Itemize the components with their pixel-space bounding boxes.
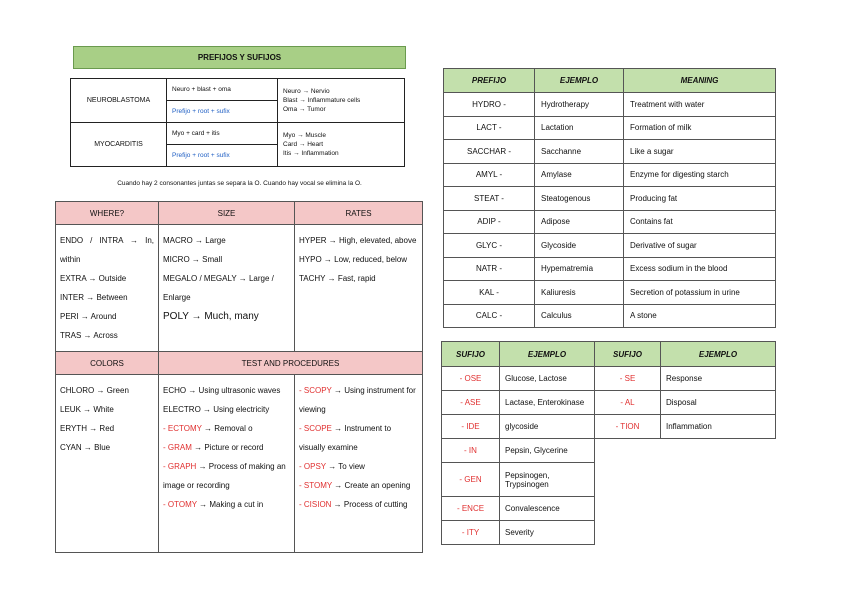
examples-table bbox=[70, 78, 405, 167]
procedure-item bbox=[299, 457, 418, 476]
procedure-term: - GRAM bbox=[163, 443, 192, 452]
suffix-cell: - GEN bbox=[442, 463, 500, 497]
example-cell: Sacchanne bbox=[535, 140, 624, 164]
prefix-cell: CALC - bbox=[444, 304, 535, 328]
rates-item: HYPER → High, elevated, above bbox=[299, 236, 417, 245]
header-where: WHERE? bbox=[56, 202, 159, 225]
example-formula: Neuro + blast + oma bbox=[167, 79, 278, 101]
table-row bbox=[444, 257, 776, 281]
example-cell: Lactase, Enterokinase bbox=[500, 391, 595, 415]
procedure-meaning: → Create an opening bbox=[332, 481, 411, 490]
meaning-cell: Contains fat bbox=[624, 210, 776, 234]
page-title: PREFIJOS Y SUFIJOS bbox=[73, 46, 406, 69]
procedure-meaning: → Removal o bbox=[201, 424, 253, 433]
rates-item: HYPO → Low, reduced, below bbox=[299, 255, 408, 264]
suffix-cell: - TION bbox=[595, 415, 661, 439]
example-cell: Lactation bbox=[535, 116, 624, 140]
meaning-line: Oma → Tumor bbox=[283, 106, 326, 113]
procedure-meaning: → Process of cutting bbox=[331, 500, 408, 509]
meaning-line: Itis → Inflammation bbox=[283, 150, 339, 157]
table-row bbox=[444, 140, 776, 164]
where-item: PERI → Around bbox=[60, 312, 117, 321]
table-row bbox=[444, 93, 776, 117]
table-row bbox=[444, 163, 776, 187]
header-colors: COLORS bbox=[56, 352, 159, 375]
meaning-cell: Like a sugar bbox=[624, 140, 776, 164]
example-meanings bbox=[278, 79, 405, 123]
table-row bbox=[442, 391, 776, 415]
procedure-term: - OPSY bbox=[299, 462, 326, 471]
table-row bbox=[444, 281, 776, 305]
suffix-table bbox=[441, 341, 776, 545]
procedure-item bbox=[299, 419, 418, 457]
empty-cell bbox=[595, 521, 776, 545]
table-row bbox=[442, 463, 776, 497]
size-cell bbox=[159, 225, 295, 352]
size-item: POLY → Much, many bbox=[163, 311, 259, 322]
suffix-cell: - ITY bbox=[442, 521, 500, 545]
example-cell: Glucose, Lactose bbox=[500, 367, 595, 391]
meaning-line: Blast → Inflammature cells bbox=[283, 97, 361, 104]
prefix-cell: HYDRO - bbox=[444, 93, 535, 117]
empty-cell bbox=[595, 439, 776, 463]
example-term: NEUROBLASTOMA bbox=[71, 79, 167, 123]
example-cell: Calculus bbox=[535, 304, 624, 328]
procedure-meaning: → Process of making an image or recording bbox=[163, 462, 286, 490]
meaning-cell: A stone bbox=[624, 304, 776, 328]
procedure-item bbox=[299, 476, 418, 495]
where-item: INTER → Between bbox=[60, 293, 128, 302]
prefix-cell: AMYL - bbox=[444, 163, 535, 187]
procedure-term: - SCOPE bbox=[299, 424, 332, 433]
example-header: EJEMPLO bbox=[500, 342, 595, 367]
tests-cell-1 bbox=[159, 375, 295, 553]
suffix-cell: - ASE bbox=[442, 391, 500, 415]
empty-cell bbox=[595, 463, 776, 497]
procedure-meaning: ELECTRO → Using electricity bbox=[163, 405, 270, 414]
color-item: CYAN → Blue bbox=[60, 443, 111, 452]
table-row bbox=[442, 521, 776, 545]
example-cell: Amylase bbox=[535, 163, 624, 187]
procedure-term: - GRAPH bbox=[163, 462, 197, 471]
size-item: MEGALO / MEGALY → Large / Enlarge bbox=[163, 274, 274, 302]
table-row bbox=[444, 304, 776, 328]
prefix-cell: LACT - bbox=[444, 116, 535, 140]
suffix-header: SUFIJO bbox=[442, 342, 500, 367]
suffix-cell: - ENCE bbox=[442, 497, 500, 521]
table-row bbox=[444, 187, 776, 211]
example-pattern: Prefijo + root + sufix bbox=[167, 145, 278, 167]
procedure-item bbox=[163, 419, 290, 438]
example-cell: Steatogenous bbox=[535, 187, 624, 211]
example-cell: Pepsin, Glycerine bbox=[500, 439, 595, 463]
rates-item: TACHY → Fast, rapid bbox=[299, 274, 376, 283]
table-row bbox=[442, 497, 776, 521]
example-cell: glycoside bbox=[500, 415, 595, 439]
table-row bbox=[444, 116, 776, 140]
table-row bbox=[442, 415, 776, 439]
suffix-cell: - SE bbox=[595, 367, 661, 391]
procedure-term: - SCOPY bbox=[299, 386, 332, 395]
empty-cell bbox=[595, 497, 776, 521]
where-item: TRAS → Across bbox=[60, 331, 118, 340]
procedure-meaning: → Making a cut in bbox=[196, 500, 264, 509]
procedure-meaning: → Instrument to visually examine bbox=[299, 424, 392, 452]
prefix-cell: NATR - bbox=[444, 257, 535, 281]
prefix-header: PREFIJO bbox=[444, 69, 535, 93]
meaning-cell: Producing fat bbox=[624, 187, 776, 211]
example-cell: Convalescence bbox=[500, 497, 595, 521]
tests-cell-2 bbox=[295, 375, 423, 553]
meaning-line: Neuro → Nervio bbox=[283, 88, 330, 95]
color-item: CHLORO → Green bbox=[60, 386, 129, 395]
size-item: MICRO → Small bbox=[163, 255, 223, 264]
meaning-cell: Excess sodium in the blood bbox=[624, 257, 776, 281]
procedure-item bbox=[299, 381, 418, 419]
meaning-cell: Enzyme for digesting starch bbox=[624, 163, 776, 187]
meaning-line: Card → Heart bbox=[283, 141, 324, 148]
prefix-cell: SACCHAR - bbox=[444, 140, 535, 164]
header-size: SIZE bbox=[159, 202, 295, 225]
procedure-item bbox=[163, 381, 290, 400]
prefix-cell: ADIP - bbox=[444, 210, 535, 234]
suffix-cell: - AL bbox=[595, 391, 661, 415]
where-item: EXTRA → Outside bbox=[60, 274, 127, 283]
procedure-term: - STOMY bbox=[299, 481, 333, 490]
size-item: MACRO → Large bbox=[163, 236, 226, 245]
example-cell: Severity bbox=[500, 521, 595, 545]
meaning-cell: Treatment with water bbox=[624, 93, 776, 117]
where-item: ENDO / INTRA → In, within bbox=[60, 236, 154, 264]
procedure-meaning: → Using instrument for viewing bbox=[299, 386, 416, 414]
procedure-item bbox=[163, 438, 290, 457]
example-formula: Myo + card + itis bbox=[167, 123, 278, 145]
colors-cell bbox=[56, 375, 159, 553]
meaning-cell: Derivative of sugar bbox=[624, 234, 776, 258]
procedure-item bbox=[299, 495, 418, 514]
header-tests: TEST AND PROCEDURES bbox=[159, 352, 423, 375]
where-cell bbox=[56, 225, 159, 352]
procedure-meaning: → Picture or record bbox=[191, 443, 264, 452]
table-row bbox=[442, 367, 776, 391]
example-cell: Inflammation bbox=[661, 415, 776, 439]
procedure-item bbox=[163, 495, 290, 514]
suffix-cell: - OSE bbox=[442, 367, 500, 391]
procedure-meaning: → To view bbox=[325, 462, 365, 471]
categories-table bbox=[55, 201, 423, 553]
example-meanings bbox=[278, 123, 405, 167]
example-header: EJEMPLO bbox=[661, 342, 776, 367]
example-pattern: Prefijo + root + sufix bbox=[167, 101, 278, 123]
example-cell: Pepsinogen, Trypsinogen bbox=[500, 463, 595, 497]
suffix-cell: - IDE bbox=[442, 415, 500, 439]
color-item: ERYTH → Red bbox=[60, 424, 115, 433]
example-cell: Kaliuresis bbox=[535, 281, 624, 305]
example-cell: Response bbox=[661, 367, 776, 391]
procedure-term: - OTOMY bbox=[163, 500, 197, 509]
procedure-term: - CISION bbox=[299, 500, 332, 509]
example-cell: Glycoside bbox=[535, 234, 624, 258]
color-item: LEUK → White bbox=[60, 405, 114, 414]
table-row bbox=[442, 439, 776, 463]
prefix-cell: GLYC - bbox=[444, 234, 535, 258]
meaning-cell: Secretion of potassium in urine bbox=[624, 281, 776, 305]
meaning-header: MEANING bbox=[624, 69, 776, 93]
procedure-item bbox=[163, 457, 290, 495]
example-cell: Hypematremia bbox=[535, 257, 624, 281]
example-cell: Adipose bbox=[535, 210, 624, 234]
table-row bbox=[444, 234, 776, 258]
example-header: EJEMPLO bbox=[535, 69, 624, 93]
note-text: Cuando hay 2 consonantes juntas se separa la O. Cuando hay vocal se elimina la O. bbox=[117, 180, 362, 187]
example-term: MYOCARDITIS bbox=[71, 123, 167, 167]
suffix-cell: - IN bbox=[442, 439, 500, 463]
prefix-cell: STEAT - bbox=[444, 187, 535, 211]
example-cell: Disposal bbox=[661, 391, 776, 415]
example-cell: Hydrotherapy bbox=[535, 93, 624, 117]
rates-cell bbox=[295, 225, 423, 352]
suffix-header: SUFIJO bbox=[595, 342, 661, 367]
prefix-cell: KAL - bbox=[444, 281, 535, 305]
procedure-meaning: ECHO → Using ultrasonic waves bbox=[163, 386, 281, 395]
procedure-term: - ECTOMY bbox=[163, 424, 202, 433]
procedure-item bbox=[163, 400, 290, 419]
meaning-line: Myo → Muscle bbox=[283, 132, 326, 139]
meaning-cell: Formation of milk bbox=[624, 116, 776, 140]
prefix-table bbox=[443, 68, 776, 328]
header-rates: RATES bbox=[295, 202, 423, 225]
table-row bbox=[444, 210, 776, 234]
